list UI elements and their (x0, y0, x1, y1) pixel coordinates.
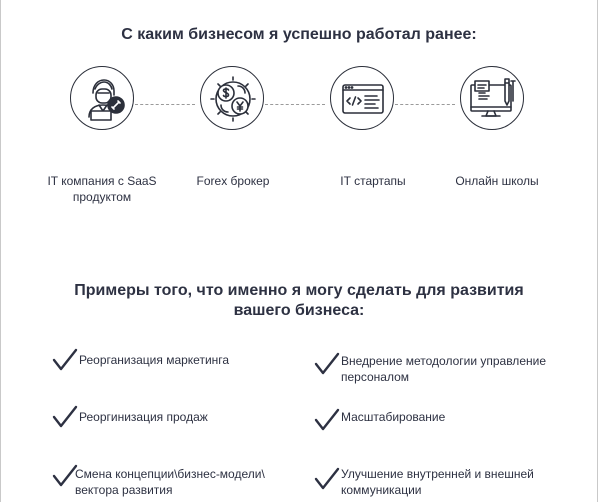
currency-exchange-gear-icon (200, 66, 264, 130)
code-window-icon (330, 66, 394, 130)
benefit-scaling: Масштабирование (341, 410, 446, 424)
connector-line (265, 104, 325, 105)
checkmark-icon (52, 348, 78, 372)
it-support-person-icon (70, 66, 134, 130)
services-section-title: Примеры того, что именно я могу сделать для развития вашего бизнеса: (74, 282, 524, 319)
checkmark-icon (314, 352, 340, 376)
benefit-concept-change: Смена концепции\бизнес-модели\ вектора развития (75, 467, 265, 497)
page-edge-left (0, 0, 1, 502)
business-label-startups: IT стартапы (340, 174, 406, 188)
checkmark-icon (52, 405, 78, 429)
checkmark-icon (314, 408, 340, 432)
benefit-hr-methodology: Внедрение методологии управление персоналом (341, 354, 546, 384)
business-section-title: С каким бизнесом я успешно работал ранее: (121, 26, 477, 43)
benefit-marketing-reorg: Реорганизация маркетинга (79, 353, 230, 367)
business-label-saas: IT компания с SaaS продуктом (47, 174, 157, 204)
checkmark-icon (314, 467, 340, 491)
benefit-sales-reorg: Реоргинизация продаж (79, 410, 208, 424)
connector-line (395, 104, 455, 105)
business-label-forex: Forex брокер (196, 174, 270, 188)
business-label-online-schools: Онлайн школы (455, 174, 539, 188)
benefit-communication: Улучшение внутренней и внешней коммуникации (341, 467, 534, 497)
online-school-monitor-icon (460, 66, 524, 130)
connector-line (135, 104, 195, 105)
